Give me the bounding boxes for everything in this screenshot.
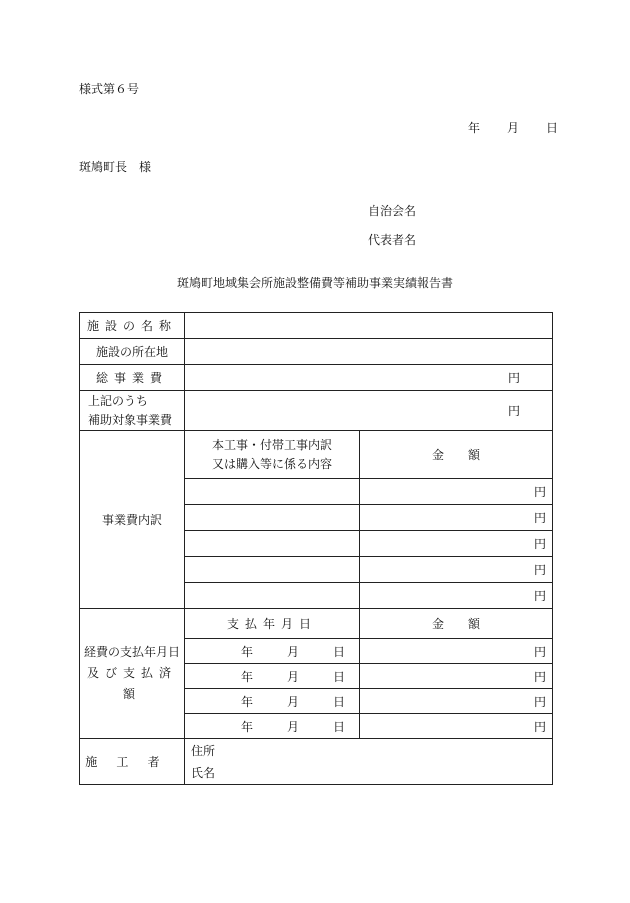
- payment-label-line1: 経費の支払年月日: [83, 645, 180, 659]
- day-label: 日: [332, 694, 345, 709]
- facility-location-label: 施設の所在地: [80, 339, 185, 365]
- year-label: 年: [241, 694, 254, 709]
- yen-unit: 円: [533, 485, 546, 499]
- payment-date-field[interactable]: [185, 639, 360, 664]
- association-name-label: 自治会名: [368, 204, 417, 218]
- month-label: 月: [286, 644, 299, 659]
- day-label: 日: [332, 644, 345, 659]
- month-label: 月: [286, 719, 299, 734]
- contractor-address-label: 住所: [191, 743, 216, 758]
- payment-amount-field[interactable]: [360, 639, 553, 664]
- subsidy-cost-row: [80, 391, 553, 431]
- breakdown-content-field[interactable]: [185, 531, 360, 557]
- yen-unit: 円: [533, 537, 546, 551]
- document-title: 斑鳩町地域集会所施設整備費等補助事業実績報告書: [176, 276, 453, 290]
- breakdown-amount-field[interactable]: [360, 583, 553, 609]
- subsidy-cost-label: [80, 391, 185, 431]
- date-month-label: 月: [506, 121, 519, 135]
- payment-amount-header: 金 額: [360, 609, 553, 639]
- payment-date-field[interactable]: [185, 664, 360, 689]
- report-date: [468, 119, 558, 136]
- yen-unit: 円: [533, 644, 546, 659]
- breakdown-header-row: [80, 431, 553, 479]
- total-cost-row: [80, 365, 553, 391]
- breakdown-amount-field[interactable]: [360, 557, 553, 583]
- yen-unit: 円: [533, 694, 546, 709]
- breakdown-label: 事業費内訳: [80, 431, 185, 609]
- yen-unit: 円: [533, 719, 546, 734]
- month-label: 月: [286, 694, 299, 709]
- date-day-label: 日: [545, 121, 558, 135]
- yen-unit: 円: [533, 669, 546, 684]
- subsidy-cost-field[interactable]: [185, 391, 553, 431]
- contractor-label: 施工者: [80, 739, 185, 785]
- date-year-label: 年: [468, 121, 481, 135]
- day-label: 日: [332, 669, 345, 684]
- breakdown-amount-field[interactable]: [360, 505, 553, 531]
- breakdown-content-field[interactable]: [185, 557, 360, 583]
- breakdown-amount-header: 金 額: [360, 431, 553, 479]
- payment-amount-field[interactable]: [360, 664, 553, 689]
- subsidy-label-line1: 上記のうち: [88, 393, 149, 408]
- facility-name-label: 施設の名称: [80, 313, 185, 339]
- breakdown-content-field[interactable]: [185, 583, 360, 609]
- total-cost-field[interactable]: [185, 365, 553, 391]
- facility-location-row: [80, 339, 553, 365]
- total-cost-label: 総事業費: [80, 365, 185, 391]
- contractor-field[interactable]: [185, 739, 553, 785]
- payment-date-header: 支払年月日: [185, 609, 360, 639]
- breakdown-content-field[interactable]: [185, 479, 360, 505]
- breakdown-header-line2: 又は購入等に係る内容: [211, 456, 332, 471]
- yen-unit: 円: [533, 511, 546, 525]
- year-label: 年: [241, 644, 254, 659]
- payment-amount-field[interactable]: [360, 689, 553, 714]
- month-label: 月: [286, 669, 299, 684]
- subsidy-label-line2: 補助対象事業費: [88, 412, 173, 427]
- breakdown-header-line1: 本工事・付帯工事内訳: [211, 437, 332, 452]
- payment-amount-field[interactable]: [360, 714, 553, 739]
- representative-name-label: 代表者名: [368, 233, 417, 247]
- breakdown-amount-field[interactable]: [360, 479, 553, 505]
- breakdown-amount-field[interactable]: [360, 531, 553, 557]
- yen-unit: 円: [507, 404, 520, 418]
- payment-header-row: [80, 609, 553, 639]
- facility-location-field[interactable]: [185, 339, 553, 365]
- facility-name-row: [80, 313, 553, 339]
- contractor-row: [80, 739, 553, 785]
- payment-date-field[interactable]: [185, 689, 360, 714]
- yen-unit: 円: [533, 563, 546, 577]
- yen-unit: 円: [507, 371, 520, 385]
- payment-label: [80, 609, 185, 739]
- yen-unit: 円: [533, 589, 546, 603]
- payment-date-field[interactable]: [185, 714, 360, 739]
- breakdown-content-field[interactable]: [185, 505, 360, 531]
- addressee: 斑鳩町長 様: [79, 160, 152, 174]
- contractor-name-label: 氏名: [191, 765, 216, 780]
- report-table: [79, 312, 553, 785]
- payment-label-line2: 及び支払済額: [86, 666, 177, 701]
- breakdown-content-header: [185, 431, 360, 479]
- year-label: 年: [241, 719, 254, 734]
- day-label: 日: [332, 719, 345, 734]
- year-label: 年: [241, 669, 254, 684]
- facility-name-field[interactable]: [185, 313, 553, 339]
- form-number: 様式第６号: [79, 82, 140, 96]
